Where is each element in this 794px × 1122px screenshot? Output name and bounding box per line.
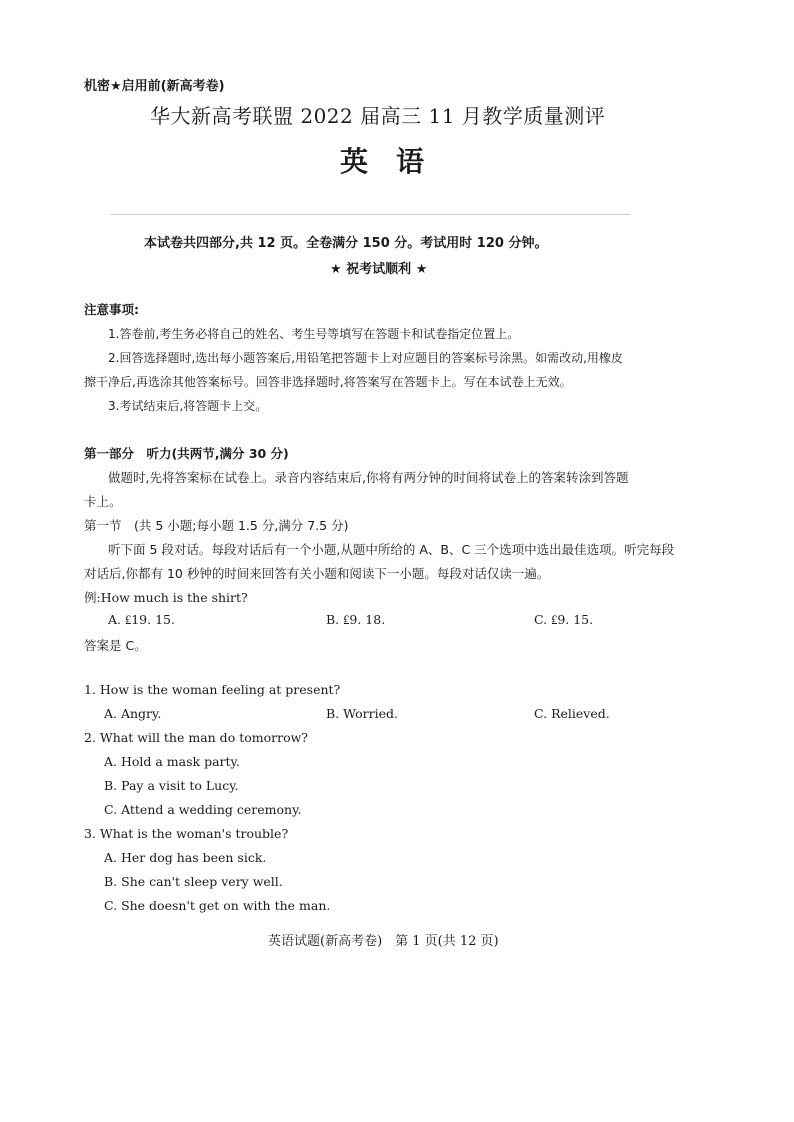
exam-info: 本试卷共四部分,共 12 页。全卷满分 150 分。考试用时 120 分钟。 (144, 236, 548, 251)
subject-title: 英语 (340, 145, 453, 178)
example-option-a: A. ₤19. 15. (108, 612, 175, 627)
note-item: 擦干净后,再选涂其他答案标号。回答非选择题时,将答案写在答题卡上。写在本试卷上无效。 (84, 375, 572, 389)
question-option: A. Her dog has been sick. (104, 850, 267, 865)
section1-instruction: 对话后,你都有 10 秒钟的时间来回答有关小题和阅读下一小题。每段对话仅读一遍。 (84, 566, 550, 581)
note-item: 1.答卷前,考生务必将自己的姓名、考生号等填写在答题卡和试卷指定位置上。 (108, 327, 520, 341)
question-option: C. Relieved. (534, 706, 610, 721)
question-option: A. Hold a mask party. (104, 754, 240, 769)
question-option: A. Angry. (104, 706, 162, 721)
part1-instruction: 做题时,先将答案标在试卷上。录音内容结束后,你将有两分钟的时间将试卷上的答案转涂到答题 (108, 470, 629, 485)
section1-heading: 第一节 (共 5 小题;每小题 1.5 分,满分 7.5 分) (84, 518, 349, 533)
notes-heading: 注意事项: (84, 302, 139, 317)
exam-title: 华大新高考联盟 2022 届高三 11 月教学质量测评 (150, 104, 606, 128)
confidential-label: 机密★启用前(新高考卷) (84, 79, 225, 94)
example-answer: 答案是 C。 (84, 638, 147, 653)
header-divider (110, 214, 630, 215)
part1-instruction: 卡上。 (84, 494, 122, 509)
example-option-c: C. ₤9. 15. (534, 612, 594, 627)
page-footer: 英语试题(新高考卷) 第 1 页(共 12 页) (268, 934, 499, 949)
question-stem: 3. What is the woman's trouble? (84, 826, 289, 841)
question-option: B. Worried. (326, 706, 398, 721)
note-item: 3.考试结束后,将答题卡上交。 (108, 399, 268, 413)
question-option: C. Attend a wedding ceremony. (104, 802, 302, 817)
question-stem: 2. What will the man do tomorrow? (84, 730, 308, 745)
question-option: B. She can't sleep very well. (104, 874, 283, 889)
part1-heading: 第一部分 听力(共两节,满分 30 分) (84, 446, 289, 461)
example-option-b: B. ₤9. 18. (326, 612, 386, 627)
example-question: 例:How much is the shirt? (84, 590, 248, 605)
good-luck-line: ★ 祝考试顺利 ★ (330, 262, 428, 277)
question-stem: 1. How is the woman feeling at present? (84, 682, 341, 697)
question-option: C. She doesn't get on with the man. (104, 898, 331, 913)
note-item: 2.回答选择题时,选出每小题答案后,用铅笔把答题卡上对应题目的答案标号涂黑。如需改动,用橡皮 (108, 351, 623, 365)
question-option: B. Pay a visit to Lucy. (104, 778, 239, 793)
section1-instruction: 听下面 5 段对话。每段对话后有一个小题,从题中所给的 A、B、C 三个选项中选出最佳选项。听完每段 (108, 542, 675, 557)
